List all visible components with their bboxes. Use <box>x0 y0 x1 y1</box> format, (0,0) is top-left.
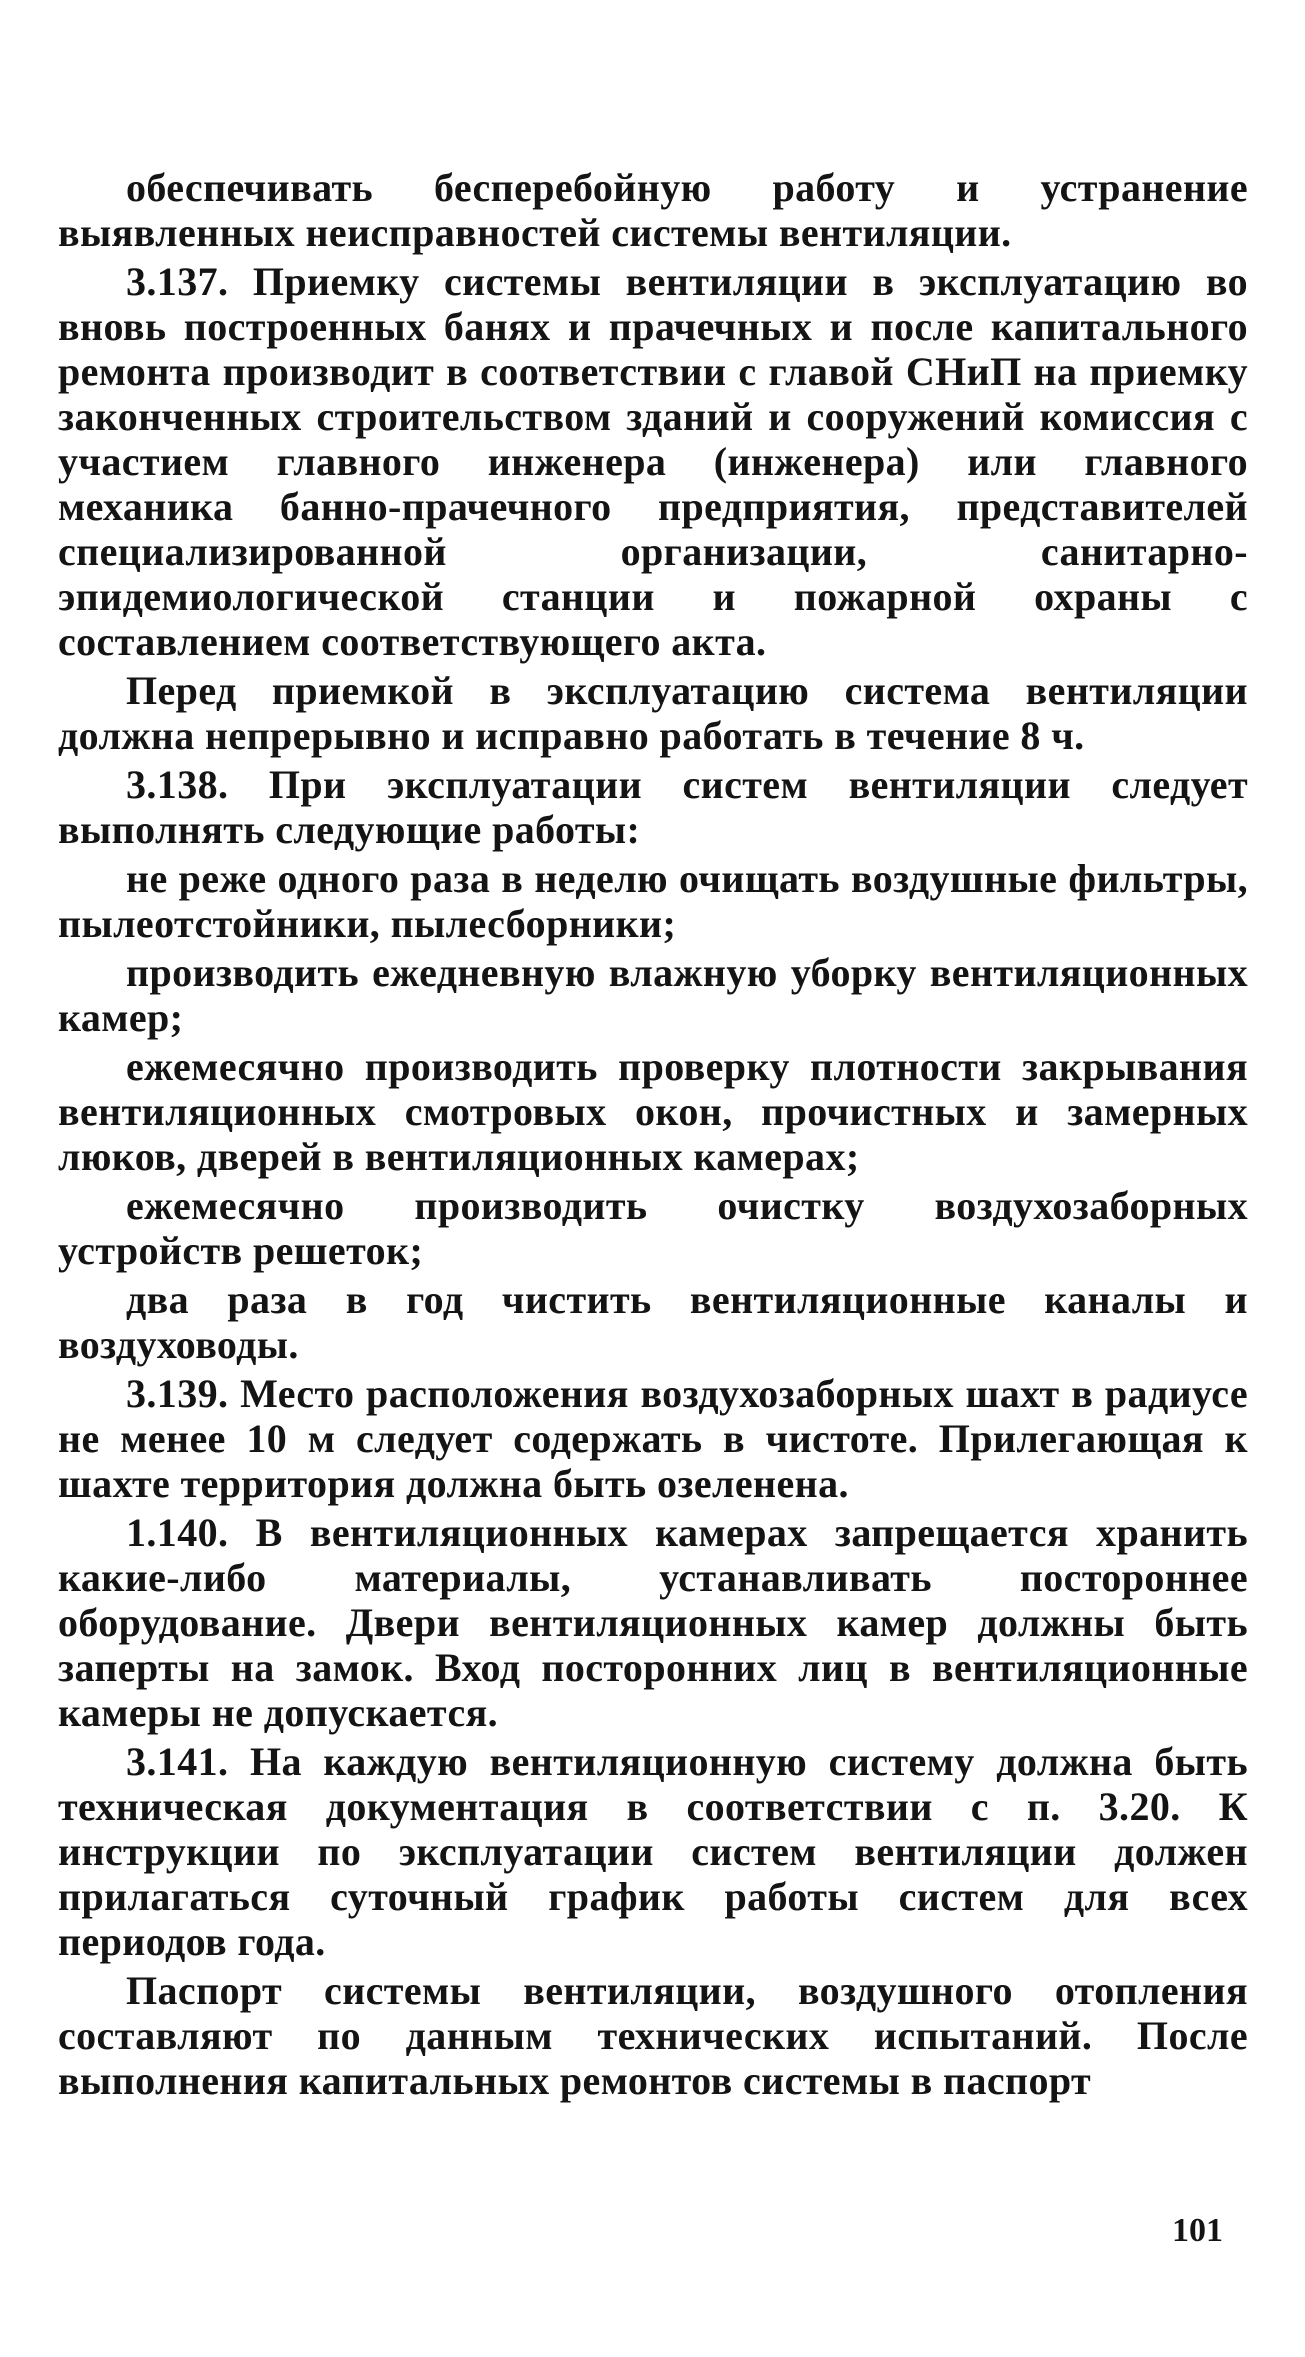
paragraph-continuation <box>58 165 1248 255</box>
list-item-air-intake <box>58 1183 1248 1273</box>
list-item-tightness-check <box>58 1044 1248 1179</box>
paragraph-text: Приемку системы вентиляции в эксплуатацию во вновь построенных банях и прачечных и после капитального ремонта производит в соответствии с главой СНиП на приемку законченных строительством зданий и сооружений комиссия с участием главного инженера (инженера) или главного механика банно-прачечного предприятия, представителей специализированной организации, санитарно-эпидемиологической станции и пожарной охраны с составлением соответствующего акта. <box>58 259 1248 664</box>
paragraph-text: На каждую вентиляционную систему должна быть техническая документация в соответствии с п. 3.20. К инструкции по эксплуатации систем вентиляции должен прилагаться суточный график работы систем для всех периодов года. <box>58 1739 1248 1964</box>
paragraph-text: два раза в год чистить вентиляционные каналы и воздуховоды. <box>58 1277 1248 1367</box>
paragraph-text: При эксплуатации систем вентиляции следует выполнять следующие работы: <box>58 762 1248 852</box>
body-text <box>58 165 1248 2107</box>
list-item-filters <box>58 856 1248 946</box>
list-item-ducts <box>58 1277 1248 1367</box>
paragraph-text: ежемесячно производить очистку воздухозаборных устройств решеток; <box>58 1183 1248 1273</box>
paragraph-text: не реже одного раза в неделю очищать воздушные фильтры, пылеотстойники, пылесборники; <box>58 856 1248 946</box>
paragraph-text: обеспечивать бесперебойную работу и устранение выявленных неисправностей системы вентиляции. <box>58 165 1248 255</box>
clause-number: 3.137. <box>126 259 229 304</box>
paragraph-text: ежемесячно производить проверку плотности закрывания вентиляционных смотровых окон, прочистных и замерных люков, дверей в вентиляционных камерах; <box>58 1044 1248 1179</box>
page-number: 101 <box>1172 2212 1223 2249</box>
clause-3-141 <box>58 1739 1248 1964</box>
paragraph-text: В вентиляционных камерах запрещается хранить какие-либо материалы, устанавливать постороннее оборудование. Двери вентиляционных камер должны быть заперты на замок. Вход посторонних лиц в вентиляционные камеры не допускается. <box>58 1510 1248 1735</box>
paragraph-acceptance-test <box>58 668 1248 758</box>
clause-3-137 <box>58 259 1248 664</box>
paragraph-text: производить ежедневную влажную уборку вентиляционных камер; <box>58 950 1248 1040</box>
clause-3-138 <box>58 762 1248 852</box>
paragraph-text: Перед приемкой в эксплуатацию система вентиляции должна непрерывно и исправно работать в течение 8 ч. <box>58 668 1248 758</box>
paragraph-passport <box>58 1968 1248 2103</box>
paragraph-text: Место расположения воздухозаборных шахт в радиусе не менее 10 м следует содержать в чистоте. Прилегающая к шахте территория должна быть озеленена. <box>58 1371 1248 1506</box>
clause-number: 3.139. <box>126 1371 229 1416</box>
clause-number: 1.140. <box>126 1510 229 1555</box>
clause-3-139 <box>58 1371 1248 1506</box>
paragraph-text: Паспорт системы вентиляции, воздушного отопления составляют по данным технических испытаний. После выполнения капитальных ремонтов системы в паспорт <box>58 1968 1248 2103</box>
clause-number: 3.141. <box>126 1739 229 1784</box>
clause-number: 3.138. <box>126 762 229 807</box>
clause-1-140 <box>58 1510 1248 1735</box>
list-item-cleaning <box>58 950 1248 1040</box>
